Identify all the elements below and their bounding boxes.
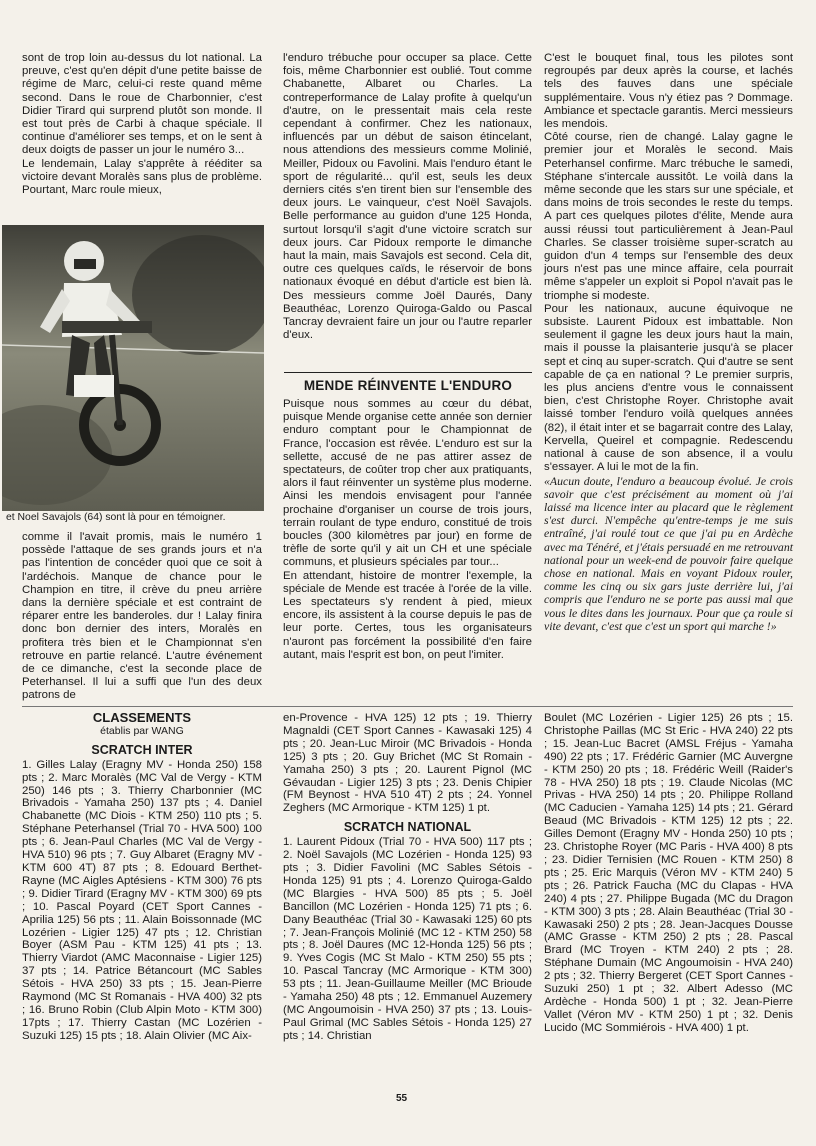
- page-number: 55: [396, 1093, 408, 1104]
- scratch-national-heading: SCRATCH NATIONAL: [343, 820, 472, 835]
- standings-title: CLASSEMENTS: [92, 710, 192, 725]
- scratch-national-results-continued: Boulet (MC Lozérien - Ligier 125) 26 pts ; 15. Christophe Paillas (MC St Eric - HVA 240) 22 pts ; 15. Jean-Luc Bacret (AMSL Fréjus - Yamaha 490) 22 pts ; 17. Frédéric Garnier (MC Auvergne - KTM 250) 20 pts ; 18. Frédéric Weill (Raider's 78 - HVA 250) 18 pts ; 19. Claude Nicolas (MC Privas - HVA 250) 14 pts ; 20. Philippe Rolland (MC Caducien - Yamaha 125) 14 pts ; 21. Gérard Beaud (MC Brivadois - KTM 125) 12 pts ; 22. Gilles Demont (Eragny MV - Honda 250) 10 pts ; 23. Christophe Royer (MC Paris - HVA 400) 8 pts ; 23. Didier Ternisien (MC Rouen - KTM 250) 8 pts ; 25. Eric Marquis (Véron MV - KTM 240) 5 pts ; 26. Patrick Faucha (MC du Clapas - HVA 240) 4 pts ; 27. Philippe Bugada (MC du Dragon - KTM 300) 3 pts ; 28. Alain Beauthéac (Trial 30 - Kawasaki 250) 2 pts ; 28. Jean-Jacques Dousse (AMC Grasse - KTM 250) 2 pts ; 28. Pascal Brard (MC Troyen - KTM 240) 2 pts ; 28. Stéphane Dumain (MC Angoumoisin - HVA 240) 2 pts ; 32. Thierry Bergeret (CET Sport Cannes - Suzuki 250) 1 pt ; 32. Albert Adesso (MC Ardèche - Honda 500) 1 pt ; 32. Jean-Pierre Vallet (Véron MV - KTM 250) 1 pt ; 32. Denis Lucido (MC Sommiérois - HVA 400) 1 pt.: [544, 712, 793, 1034]
- col3-quote: «Aucun doute, l'enduro a beaucoup évolué. Je crois savoir que c'est précisément au moment où j'ai laissé ma licence inter au placard que le règlement s'est durci. N'empêche qu'entre-temps je me suis entraîné, j'ai roulé tout ce que j'ai pu en Ardèche avec ma Ténéré, et j'étais persuadé en me retrouvant national pour un week-end de pouvoir faire quelque chose en national. Mais en voyant Pidoux rouler, comme les cinq ou six gars juste derrière lui, j'ai compris que l'enduro ne se porte pas aussi mal que vous le dites dans les journaux. Pour que ça roule si vite devant, c'est que c'est un sport qui marche !»: [544, 473, 793, 633]
- col2-paragraph-1: l'enduro trébuche pour occuper sa place. Cette fois, même Charbonnier est oublié. Tout comme Chabanette, Albaret ou Charles. La contreperformance de Lalay profite à quelqu'un d'autre, on le pressentait mais cela reste cependant à confirmer. Chez les nationaux, influencés par un début de saison étincelant, nous attendions des messieurs comme Molinié, Meiller, Pidoux ou Favolini. Mais l'enduro étant le sport de régularité... qu'il est, seuls les deux derniers cités s'en tirent bien sur l'ensemble des deux jours. Le vainqueur, c'est Noël Savajols. Belle performance au guidon d'une 125 Honda, surtout lorsqu'il s'agit d'une victoire scratch sur deux jours. Car Pidoux remporte le dimanche haut la main, mais Savajols est second. Cela dit, outre ces quelques caïds, le réservoir de bons nationaux évoqué en début d'article est bien là. Des messieurs comme Joël Daurés, Dany Beauthéac, Lorenzo Quiroga-Galdo ou Pascal Tancray devraient faire un jour ou l'autre reparler d'eux.: [283, 52, 532, 342]
- col3-paragraph-2: Côté course, rien de changé. Lalay gagne le premier jour et Moralès le second. Mais Peterhansel confirme. Marc trébuche le samedi, Stéphane s'intercale aussitôt. Le voilà dans la même seconde que les stars sur une spéciale, et dans moins de trois secondes le reste du temps. A part ces quelques pilotes d'élite, Mende aura aussi réussi tout particulièrement à Jean-Paul Charles. Se classer troisième super-scratch au guidon d'un 4 temps sur l'ensemble des deux jours n'est pas une mince affaire, cela pourrait même s'appeler un exploit si Popol n'avait pas le triomphe si modeste.: [544, 131, 793, 302]
- col3-paragraph-1: C'est le bouquet final, tous les pilotes sont regroupés par deux après la course, et lachés tels des fauves dans une spéciale supplémentaire. Vous n'y étiez pas ? Dommage. Ambiance et spectacle garantis. Merci messieurs les mendois.: [544, 52, 793, 131]
- scratch-national-results: 1. Laurent Pidoux (Trial 70 - HVA 500) 117 pts ; 2. Noël Savajols (MC Lozérien - Honda 125) 93 pts ; 3. Didier Favolini (MC Sables Sétois - Honda 125) 91 pts ; 4. Lorenzo Quiroga-Galdo (MC Blargies - HVA 500) 85 pts ; 5. Joël Bancillon (MC Lozérien - Honda 125) 71 pts ; 6. Dany Beauthéac (Trial 30 - Kawasaki 125) 60 pts ; 7. Jean-François Molinié (MC 12 - KTM 250) 58 pts ; 8. Joël Daures (MC 12-Honda 125) 56 pts ; 9. Yves Cogis (MC St Malo - KTM 250) 55 pts ; 10. Pascal Tancray (MC Armorique - KTM 300) 53 pts ; 11. Jean-Guillaume Meiller (MC Brioude - Yamaha 250) 48 pts ; 12. Emmanuel Auzemery (MC Angoumoisin - HVA 250) 37 pts ; 13. Louis-Paul Grimal (MC Sables Sétois - Honda 125) 27 pts ; 14. Christian: [283, 836, 532, 1042]
- scratch-inter-results: 1. Gilles Lalay (Eragny MV - Honda 250) 158 pts ; 2. Marc Moralès (MC Val de Vergy - KTM 250) 146 pts ; 3. Thierry Charbonnier (MC Brivadois - Yamaha 250) 137 pts ; 4. Daniel Chabanette (MC Diois - KTM 250) 110 pts ; 5. Stéphane Peterhansel (Trial 70 - HVA 500) 100 pts ; 6. Jean-Paul Charles (MC Val de Vergy - HVA 510) 96 pts ; 7. Guy Albaret (Eragny MV - KTM 600 4T) 87 pts ; 8. Edouard Berthet-Rayne (MC Aigles Aptésiens - KTM 300) 76 pts ; 9. Didier Tirard (Eragny MV - KTM 300) 69 pts ; 10. Pascal Poyard (CET Sport Cannes - Aprilia 125) 56 pts ; 11. Alain Boissonnade (MC Lozérien - Ligier 125) 47 pts ; 12. Christian Boyer (ASM Pau - KTM 125) 41 pts ; 13. Thierry Viardot (AMC Maconnaise - Ligier 125) 37 pts ; 14. Patrice Bétancourt (MC Sables Sétois - HVA 250) 33 pts ; 15. Jean-Pierre Raymond (MC St Romanais - HVA 400) 32 pts ; 16. Bruno Robin (Club Alpin Moto - KTM 300) 17pts ; 17. Thierry Castan (MC Lozérien - Suzuki 125) 15 pts ; 18. Alain Olivier (MC Aix-: [22, 758, 262, 1042]
- standings-divider: [22, 706, 793, 707]
- section-heading: MENDE RÉINVENTE L'ENDURO: [303, 378, 513, 393]
- article-column-2: [283, 52, 532, 342]
- standings-column-2: [283, 712, 532, 1043]
- article-column-3: [544, 52, 793, 633]
- standings-column-1: [22, 712, 262, 1043]
- scratch-inter-results-continued: en-Provence - HVA 125) 12 pts ; 19. Thierry Magnaldi (CET Sport Cannes - Kawasaki 125) 4 pts ; 20. Jean-Luc Miroir (MC Brivadois - Honda 125) 3 pts ; 20. Guy Brichet (MC St Romain - Yamaha 250) 3 pts ; 20. Laurent Pignol (MC Gévaudan - Ligier 125) 3 pts ; 23. Denis Chipier (FM Beynost - HVA 510 4T) 2 pts ; 24. Yonnel Zeghers (MC Armorique - KTM 125) 1 pt.: [283, 712, 532, 815]
- motorcycle-rider-photo: [2, 225, 264, 511]
- photo-caption: et Noel Savajols (64) sont là pour en témoigner.: [2, 511, 268, 524]
- col2-paragraph-2: Puisque nous sommes au cœur du débat, puisque Mende organise cette année son dernier enduro comptant pour le Championnat de France, l'occasion est rêvée. L'enduro est sur la sellette, accusé de ne pas attirer assez de spectateurs, de coûter trop cher aux pratiquants, alors il faut réinventer un système plus moderne. Ainsi les mendois envisagent pour l'année prochaine d'organiser un course de trois jours, terrain roulant de type enduro, constitué de trois boucles (300 kilomètres par jour) en forme de trèfle de sorte qu'il y ait un CH et une spéciale communs, et plusieurs spéciales par tour...: [283, 398, 532, 569]
- scratch-inter-heading: SCRATCH INTER: [91, 742, 193, 757]
- col1-paragraph-3: comme il l'avait promis, mais le numéro 1 possède l'attaque de ses grands jours et n'a pas l'intention de concéder quoi que ce soit à l'ardéchois. Manque de chance pour le Champion en titre, il crève du pneu arrière dans la dernière spéciale et est contraint de réparer entre les banderoles. dur ! Lalay finira donc bon dernier des inters, Moralès en profitera très bien et le Championnat s'en retrouve en partie relancé. L'autre événement de ce dimanche, c'est la seconde place de Peterhansel. Il lui a suffi que l'un des deux patrons de: [22, 531, 262, 702]
- col1-paragraph-2: Le lendemain, Lalay s'apprête à rééditer sa victoire devant Moralès sans plus de problème. Pourtant, Marc roule mieux,: [22, 157, 262, 197]
- col2-paragraph-3: En attendant, histoire de montrer l'exemple, la spéciale de Mende est tracée à l'orée de la ville. Les spectateurs s'y rendent à pied, mieux encore, ils assistent à la course depuis le pas de leur porte. Certes, tous les organisateurs n'auront pas forcément la possibilité d'en faire autant, mais l'esprit est bon, on peut l'imiter.: [283, 569, 532, 661]
- col3-paragraph-3: Pour les nationaux, aucune équivoque ne subsiste. Laurent Pidoux est imbattable. Non seulement il gagne les deux jours haut la main, mais il pousse la plaisanterie jusqu'à se placer sept et cinq au super-scratch. Qui d'autre se sent capable de ça en national ? Le premier surpris, les plus anciens d'entre vous le connaissent bien, c'est Christophe Royer. Christophe avait laissé tomber l'enduro voilà quelques années (82), il était inter et se bagarrait contre des Lalay, Kervella, Queirel et compagnie. Redescendu national à cause de son absence, il a voulu s'essayer. A lui le mot de la fin.: [544, 302, 793, 474]
- article-column-2-continued: [283, 398, 532, 662]
- section-divider: [284, 372, 532, 373]
- standings-column-3: [544, 712, 793, 1035]
- article-column-1: [22, 52, 262, 197]
- standings-subtitle: établis par WANG: [100, 724, 184, 737]
- article-column-1-continued: [22, 531, 262, 703]
- rider-illustration: [2, 225, 264, 511]
- col1-paragraph-1: sont de trop loin au-dessus du lot national. La preuve, c'est qu'en dépit d'une petite baisse de régime de Marc, celui-ci reste quand même second. Dans le roue de Charbonnier, c'est Didier Tirard qui surprend plutôt son monde. Il est tout près de Carbi à chaque spéciale. Il continue d'améliorer ses temps, et on le sent à deux doigts de passer un jour le numéro 3...: [22, 52, 262, 157]
